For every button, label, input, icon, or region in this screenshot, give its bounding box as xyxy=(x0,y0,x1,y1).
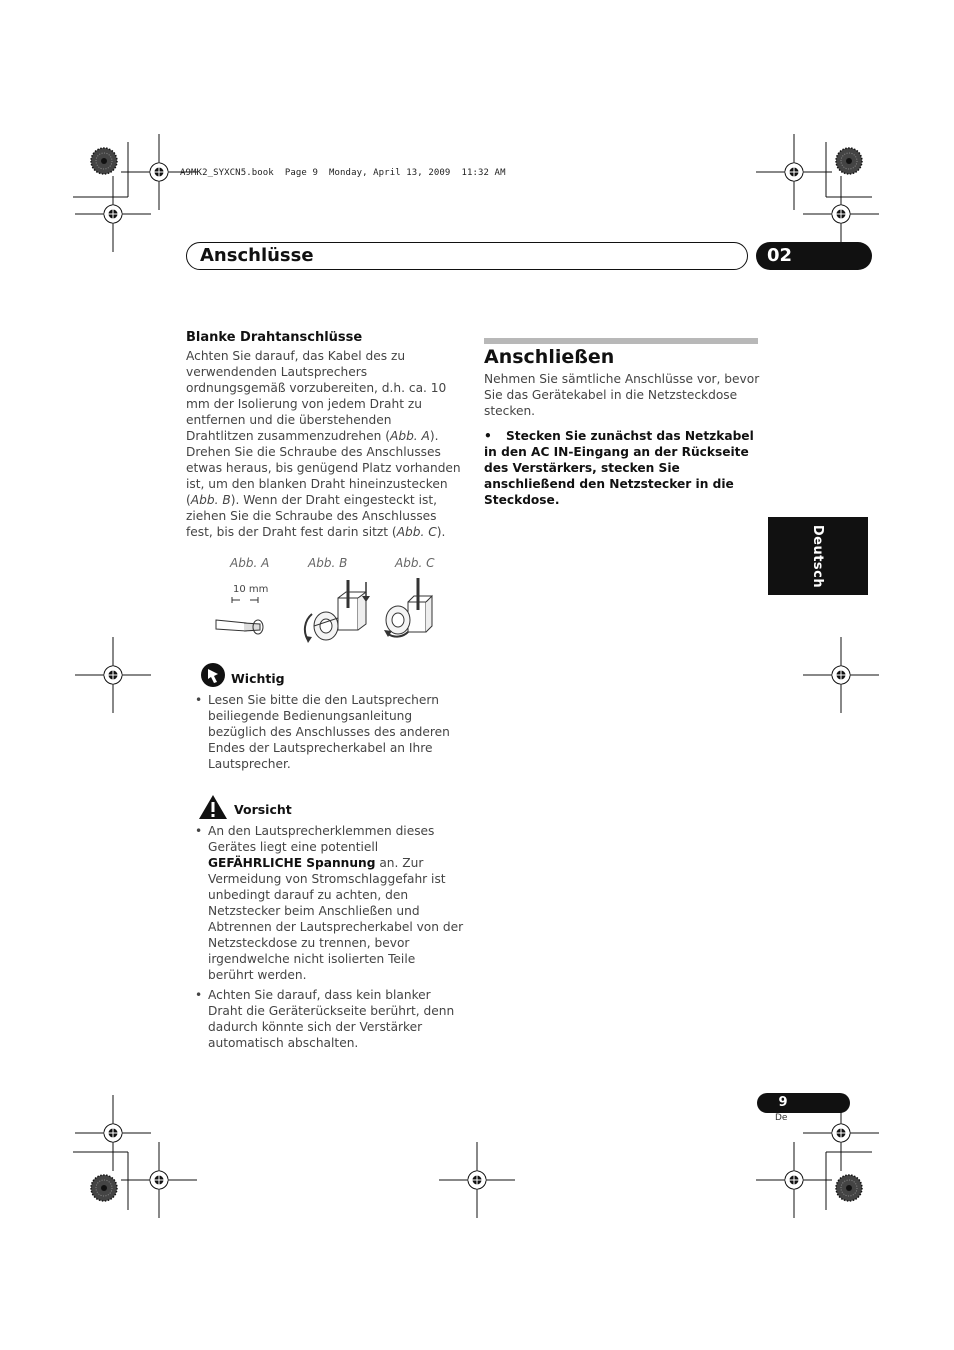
list-item: • Achten Sie darauf, dass kein blanker Draht die Geräterückseite berührt, denn dadurch könnte sich der Verstärker automatisch abschalten. xyxy=(186,987,464,1051)
list-item: • Lesen Sie bitte die den Lautsprechern beiliegende Bedienungsanleitung bezüglich des Anschlusses des anderen Endes der Lautsprecherkabel an Ihre Lautsprecher. xyxy=(186,692,462,772)
important-list xyxy=(186,692,462,776)
paragraph: Drehen Sie die Schraube des Anschlusses etwas heraus, bis genügend Platz vorhanden ist, um den blanken Draht hineinzustecken (Abb. B). Wenn der Draht eingesteckt ist, ziehen Sie die Schraube des Anschlusses fest, bis der Draht fest darin sitzt (Abb. C). xyxy=(186,445,461,539)
language-tab-label: Deutsch xyxy=(810,524,826,588)
terminal-c-drawing xyxy=(384,578,432,637)
important-title: Wichtig xyxy=(231,671,285,686)
caution-title: Vorsicht xyxy=(234,802,292,817)
caution-list xyxy=(186,823,464,1055)
file-info: A9MK2_SYXCN5.book Page 9 Monday, April 13, 2009 11:32 AM xyxy=(180,168,506,178)
paragraph: Achten Sie darauf, das Kabel des zu verwendenden Lautsprechers ordnungsgemäß vorzubereiten, d.h. ca. 10 mm der Isolierung von jedem Draht zu entfernen und die überstehenden Drahtlitzen zusammenzudrehen (Abb. A). xyxy=(186,349,447,443)
left-column xyxy=(186,330,462,540)
stripped-wire-drawing xyxy=(216,597,263,634)
page-language: De xyxy=(775,1113,788,1123)
figure-label-c: Abb. C xyxy=(395,556,435,570)
connect-paragraph: Nehmen Sie sämtliche Anschlüsse vor, bevor Sie das Gerätekabel in die Netzsteckdose stecken. xyxy=(484,372,760,418)
connect-instruction: • Stecken Sie zunächst das Netzkabel in den AC IN-Eingang an der Rückseite des Verstärkers, stecken Sie anschließend den Netzstecker in die Steckdose. xyxy=(484,429,754,507)
chapter-number: 02 xyxy=(767,245,793,266)
page-number: 9 xyxy=(778,1095,788,1110)
section-rule xyxy=(484,338,758,344)
figure-label-b: Abb. B xyxy=(308,556,348,570)
figure-label-a: Abb. A xyxy=(230,556,270,570)
section-heading-connect: Anschließen xyxy=(484,346,615,368)
important-icon xyxy=(200,662,226,688)
page-title: Anschlüsse xyxy=(200,245,314,266)
warning-icon xyxy=(198,794,228,820)
bare-wire-instructions xyxy=(186,348,462,540)
list-item: • An den Lautsprecherklemmen dieses Gerätes liegt eine potentiell GEFÄHRLICHE Spannung an. Zur Vermeidung von Stromschlaggefahr ist unbedingt darauf zu achten, den Netzstecker beim Anschließen und Abtrennen der Lautsprecherkabel von der Netzsteckdose zu trennen, bevor irgendwelche nicht isolierten Teile berührt werden. xyxy=(186,823,464,983)
wire-connection-illustration xyxy=(208,574,438,648)
section-heading: Blanke Drahtanschlüsse xyxy=(186,330,363,345)
terminal-b-drawing xyxy=(305,580,370,643)
figure-measure: 10 mm xyxy=(233,584,269,595)
